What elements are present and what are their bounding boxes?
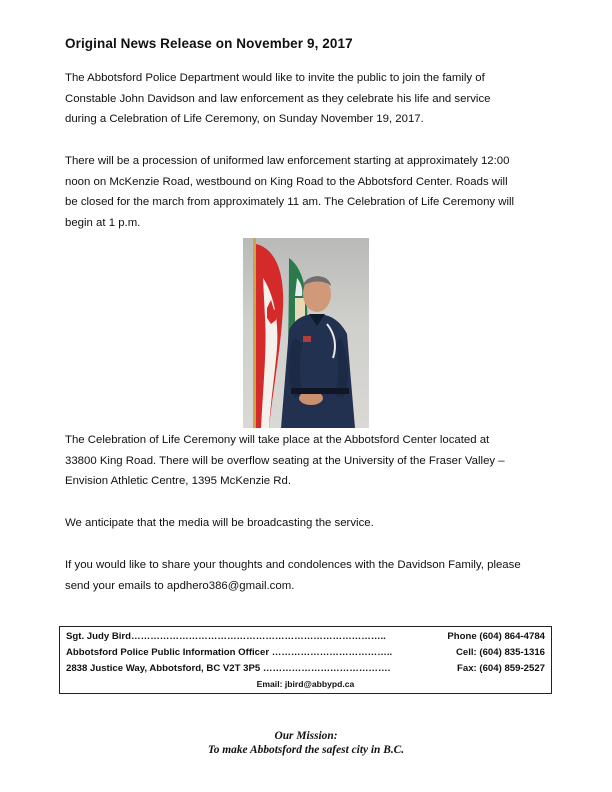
page-title: Original News Release on November 9, 2017 [65, 36, 353, 51]
paragraph-line: If you would like to share your thoughts and condolences with the Davidson Family, please [65, 559, 521, 571]
paragraph-line: 33800 King Road. There will be overflow seating at the University of the Fraser Valley – [65, 454, 505, 467]
contact-fax: Fax: (604) 859-2527 [457, 663, 545, 674]
paragraph-line: during a Celebration of Life Ceremony, on Sunday November 19, 2017. [65, 113, 424, 125]
contact-box [59, 626, 552, 694]
paragraph-location [65, 430, 565, 492]
contact-address: 2838 Justice Way, Abbotsford, BC V2T 3P5 …………………………………. [66, 663, 391, 674]
officer-portrait-image [243, 238, 369, 428]
contact-name: Sgt. Judy Bird…………………………………………………………………….. [66, 631, 386, 642]
paragraph-invitation [65, 68, 565, 130]
paragraph-line: We anticipate that the media will be broadcasting the service. [65, 517, 374, 529]
paragraph-line: be closed for the march from approximately 11 am. The Celebration of Life Ceremony will [65, 196, 515, 208]
officer-photo [243, 238, 369, 428]
contact-title: Abbotsford Police Public Information Officer ……………………………….. [66, 647, 393, 658]
paragraph-line: Constable John Davidson and law enforcement as they celebrate his life and service [65, 92, 491, 105]
paragraph-condolences [65, 555, 565, 596]
paragraph-line: begin at 1 p.m. [65, 216, 141, 229]
paragraph-media [65, 513, 565, 534]
contact-email: Email: jbird@abbypd.ca [256, 679, 355, 689]
paragraph-line: send your emails to apdhero386@gmail.com. [65, 579, 295, 592]
paragraph-line: The Celebration of Life Ceremony will take place at the Abbotsford Center located at [65, 434, 490, 446]
contact-phone: Phone (604) 864-4784 [447, 631, 545, 642]
mission-heading: Our Mission: [274, 730, 338, 742]
contact-cell: Cell: (604) 835-1316 [455, 647, 545, 658]
paragraph-line: noon on McKenzie Road, westbound on King Road to the Abbotsford Center. Roads will [65, 175, 508, 188]
paragraph-line: The Abbotsford Police Department would like to invite the public to join the family of [65, 72, 485, 84]
mission-statement: To make Abbotsford the safest city in B.C. [207, 744, 405, 756]
paragraph-procession [65, 151, 565, 233]
paragraph-line: Envision Athletic Centre, 1395 McKenzie Rd. [65, 475, 292, 487]
paragraph-line: There will be a procession of uniformed law enforcement starting at approximately 12:00 [65, 155, 510, 167]
